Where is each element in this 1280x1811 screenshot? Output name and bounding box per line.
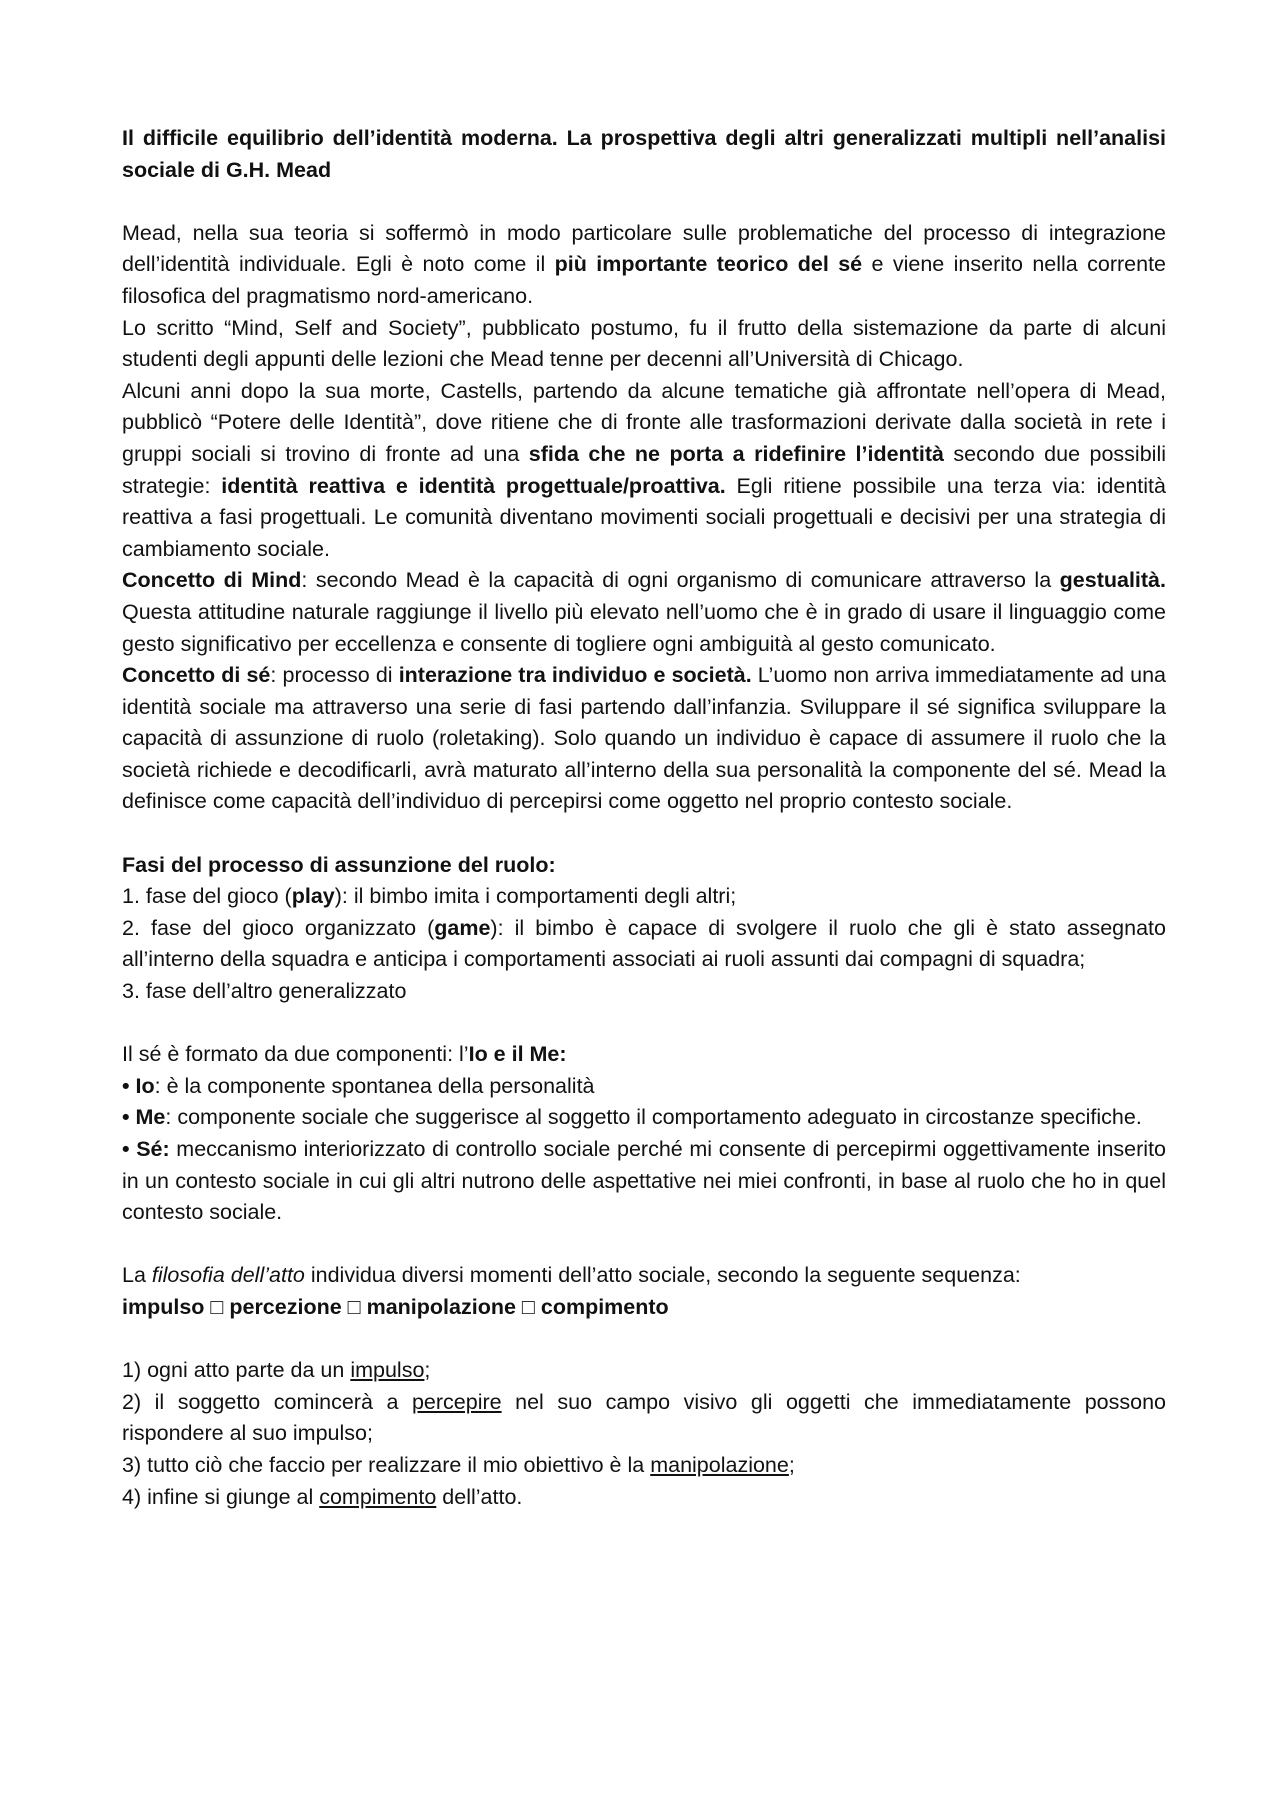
spacer	[122, 1008, 1166, 1040]
text-run: secondo due possibili strategie:	[122, 441, 1166, 498]
bold-run: Concetto di sé	[122, 663, 271, 688]
text-run: : componente sociale che suggerisce al soggetto il comportamento adeguato in circostanze specifiche.	[165, 1105, 1142, 1130]
spacer	[122, 1324, 1166, 1356]
bold-run: Fasi del processo di assunzione del ruolo:	[122, 852, 556, 877]
text-run: 3) tutto ciò che faccio per realizzare il mio obiettivo è la	[122, 1452, 651, 1477]
act-step-4	[122, 1482, 1166, 1514]
text-run: ): il bimbo è capace di svolgere il ruolo che gli è stato assegnato all’interno della squadra e anticipa i comportamenti associati ai ruoli assunti dai compagni di squadra;	[122, 915, 1166, 972]
bold-run: più importante teorico del sé	[554, 252, 863, 277]
text-run: Alcuni anni dopo la sua morte, Castells, partendo da alcune tematiche già affrontate nell’opera di Mead, pubblicò “Potere delle Identità”, dove ritiene che di fronte alle trasformazioni derivate dalla società in rete i gruppi sociali si trovino di fronte ad una	[122, 378, 1166, 466]
bold-run: gestualità.	[1059, 568, 1166, 593]
text-run: : è la componente spontanea della personalità	[154, 1073, 595, 1098]
underlined-run: compimento	[319, 1484, 437, 1509]
text-run: : processo di	[270, 663, 399, 688]
bold-run: sfida che ne porta a ridefinire l’identità	[528, 441, 944, 466]
act-step-1	[122, 1355, 1166, 1387]
act-intro	[122, 1260, 1166, 1292]
text-run: ;	[788, 1452, 795, 1477]
bold-run: Sé:	[136, 1137, 170, 1161]
mind-concept-paragraph	[122, 565, 1166, 660]
text-run: dell’atto.	[436, 1484, 523, 1509]
bullet-icon: •	[122, 1137, 130, 1161]
self-concept-paragraph	[122, 660, 1166, 818]
bold-run: Me	[135, 1105, 166, 1130]
phases-heading	[122, 850, 1166, 882]
underlined-run: percepire	[411, 1389, 502, 1414]
text-run: ;	[424, 1358, 431, 1383]
text-run: e viene inserito nella corrente filosofica del pragmatismo nord-americano.	[122, 252, 1166, 308]
text-run: 2. fase del gioco organizzato (	[122, 915, 435, 940]
bold-run: interazione tra individuo e società.	[398, 663, 752, 688]
document-title: Il difficile equilibrio dell’identità moderna. La prospettiva degli altri generalizzati multipli nell’analisi sociale di G.H. Mead	[122, 126, 1166, 182]
text-run: 2) il soggetto comincerà a	[122, 1389, 412, 1414]
text-run: L’uomo non arriva immediatamente ad una identità sociale ma attraverso una serie di fasi partendo dall’infanzia. Sviluppare il sé significa sviluppare la capacità di assunzione di ruolo (roletaking). Solo quando un individuo è capace di assumere il ruolo che la società richiede e decodificarli, avrà maturato all’interno della sua personalità la componente del sé. Mead la definisce come capacità dell’individuo di percepirsi come oggetto nel proprio contesto sociale.	[122, 663, 1166, 814]
text-run: meccanismo interiorizzato di controllo sociale perché mi consente di percepirmi oggettivamente inserito in un contesto sociale in cui gli altri nutrono delle aspettative nei miei confronti, in base al ruolo che ho in quel contesto sociale.	[122, 1137, 1166, 1225]
bullet-icon: •	[122, 1105, 130, 1130]
text-run: Il sé è formato da due componenti: l’	[122, 1042, 469, 1067]
bold-run: game	[434, 915, 491, 940]
underlined-run: impulso	[350, 1358, 425, 1383]
intro-paragraph-2: Lo scritto “Mind, Self and Society”, pubblicato postumo, fu il frutto della sistemazione da parte di alcuni studenti degli appunti delle lezioni che Mead tenne per decenni all’Università di Chicago.	[122, 315, 1166, 372]
spacer	[122, 186, 1166, 218]
components-intro	[122, 1039, 1166, 1071]
text-run: Questa attitudine naturale raggiunge il livello più elevato nell’uomo che è in grado di usare il linguaggio come gesto significativo per eccellenza e consente di togliere ogni ambiguità al gesto comunicato.	[122, 599, 1166, 656]
phase-item-2	[122, 913, 1166, 976]
phase-item-1	[122, 881, 1166, 913]
intro-paragraph-1	[122, 218, 1166, 313]
component-io	[122, 1071, 1166, 1103]
act-step-3	[122, 1450, 1166, 1482]
bold-run: Io	[135, 1073, 155, 1098]
text-run: individua diversi momenti dell’atto sociale, secondo la seguente sequenza:	[304, 1263, 1021, 1288]
underlined-run: manipolazione	[650, 1452, 789, 1477]
bold-run: Io e il Me:	[468, 1042, 567, 1067]
italic-run: filosofia dell’atto	[151, 1263, 305, 1288]
text-run: La	[122, 1263, 152, 1288]
bold-run: identità reattiva e identità progettuale/proattiva.	[221, 473, 726, 498]
component-me	[122, 1102, 1166, 1134]
component-se	[122, 1134, 1166, 1229]
spacer	[122, 818, 1166, 850]
bullet-icon: •	[122, 1073, 130, 1098]
bold-run: play	[291, 884, 335, 909]
text-run: ): il bimbo imita i comportamenti degli altri;	[334, 884, 737, 909]
text-run: 1. fase del gioco (	[122, 884, 292, 909]
bold-run: Concetto di Mind	[122, 568, 302, 593]
text-run: 4) infine si giunge al	[122, 1484, 320, 1509]
text-run: nel suo campo visivo gli oggetti che immediatamente possono rispondere al suo impulso;	[122, 1389, 1167, 1446]
text-run: Mead, nella sua teoria si soffermò in modo particolare sulle problematiche del processo di integrazione dell’identità individuale. Egli è noto come il	[122, 220, 1166, 277]
text-run: Egli ritiene possibile una terza via: identità reattiva a fasi progettuali. Le comunità diventano movimenti sociali progettuali e decisivi per una strategia di cambiamento sociale.	[122, 473, 1166, 561]
act-sequence	[122, 1292, 1166, 1324]
act-step-2	[122, 1387, 1166, 1450]
intro-paragraph-3	[122, 376, 1166, 566]
text-run: : secondo Mead è la capacità di ogni organismo di comunicare attraverso la	[301, 568, 1060, 593]
spacer	[122, 1229, 1166, 1261]
text-run: 1) ogni atto parte da un	[122, 1358, 351, 1383]
bold-run: impulso □ percezione □ manipolazione □ compimento	[122, 1294, 669, 1319]
phase-item-3: 3. fase dell’altro generalizzato	[122, 979, 407, 1004]
